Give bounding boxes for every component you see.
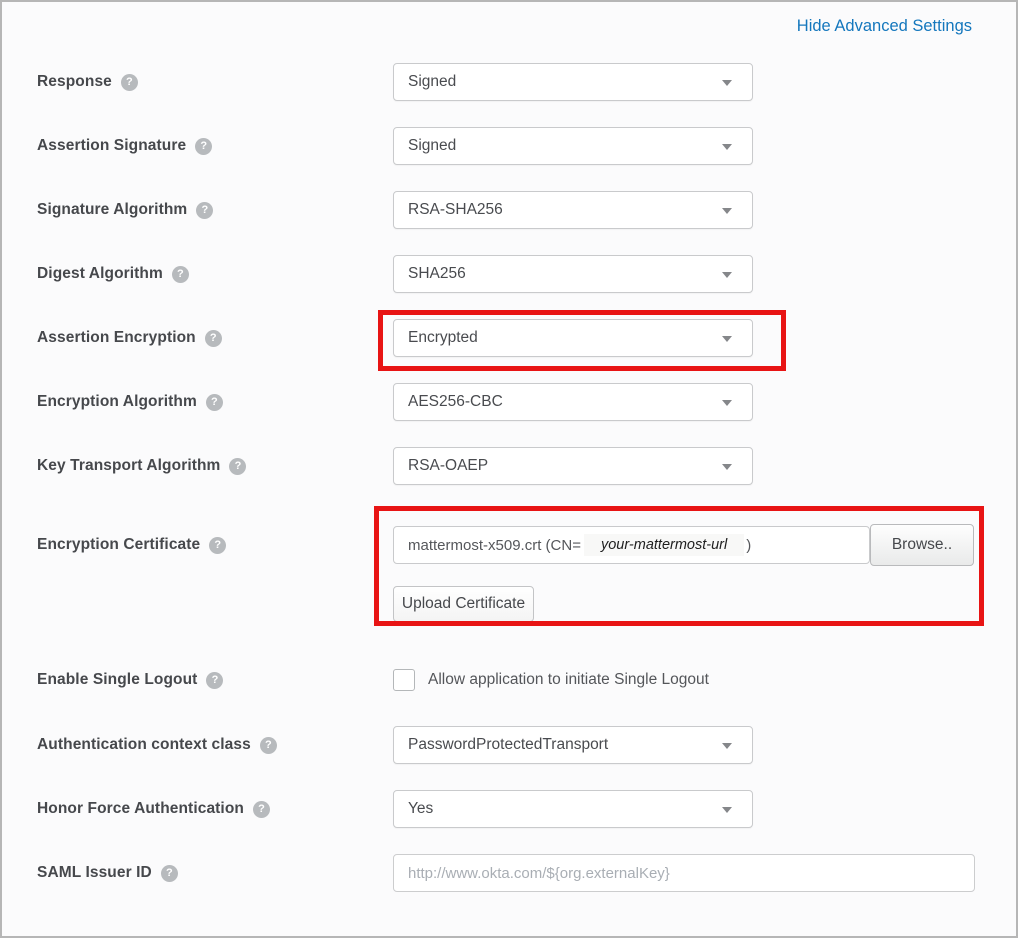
help-icon[interactable]: ? [205, 330, 222, 347]
chevron-down-icon [722, 272, 732, 278]
help-icon[interactable]: ? [229, 458, 246, 475]
help-icon[interactable]: ? [196, 202, 213, 219]
response-select[interactable] [393, 63, 753, 101]
help-icon[interactable]: ? [161, 865, 178, 882]
chevron-down-icon [722, 336, 732, 342]
authentication-context-class-label: Authentication context class [37, 736, 251, 753]
row-enable-single-logout [2, 666, 1016, 694]
encryption-certificate-label-group [2, 526, 393, 564]
row-key-transport-algorithm [2, 447, 1016, 485]
response-label-group [2, 63, 393, 101]
encryption-algorithm-label: Encryption Algorithm [37, 393, 197, 410]
authentication-context-class-select-value: PasswordProtectedTransport [408, 736, 609, 753]
hide-advanced-settings-link[interactable]: Hide Advanced Settings [796, 17, 972, 35]
encryption-certificate-label: Encryption Certificate [37, 536, 201, 553]
response-label: Response [37, 73, 112, 90]
single-logout-checkbox-label: Allow application to initiate Single Logout [428, 671, 709, 688]
signature-algorithm-label: Signature Algorithm [37, 201, 188, 218]
encryption-algorithm-select-value: AES256-CBC [408, 393, 503, 410]
key-transport-algorithm-label-group [2, 447, 393, 485]
assertion-encryption-label: Assertion Encryption [37, 329, 196, 346]
row-assertion-signature [2, 127, 1016, 165]
row-digest-algorithm [2, 255, 1016, 293]
help-icon[interactable]: ? [253, 801, 270, 818]
saml-issuer-id-input[interactable] [393, 854, 975, 892]
upload-certificate-button[interactable]: Upload Certificate [393, 586, 534, 622]
key-transport-algorithm-label: Key Transport Algorithm [37, 457, 221, 474]
encryption-algorithm-select[interactable] [393, 383, 753, 421]
enable-single-logout-label: Enable Single Logout [37, 671, 198, 688]
certificate-redacted-url: your-mattermost-url [584, 534, 744, 556]
authentication-context-class-select[interactable] [393, 726, 753, 764]
chevron-down-icon [722, 807, 732, 813]
encryption-algorithm-label-group [2, 383, 393, 421]
row-saml-issuer-id [2, 854, 1016, 892]
help-icon[interactable]: ? [260, 737, 277, 754]
assertion-signature-label: Assertion Signature [37, 137, 187, 154]
row-assertion-encryption [2, 319, 1016, 357]
saml-issuer-id-label: SAML Issuer ID [37, 864, 152, 881]
honor-force-authentication-select[interactable] [393, 790, 753, 828]
assertion-signature-select[interactable] [393, 127, 753, 165]
digest-algorithm-select[interactable] [393, 255, 753, 293]
honor-force-authentication-label-group [2, 790, 393, 828]
signature-algorithm-select[interactable] [393, 191, 753, 229]
help-icon[interactable]: ? [172, 266, 189, 283]
row-response [2, 63, 1016, 101]
chevron-down-icon [722, 464, 732, 470]
help-icon[interactable]: ? [206, 672, 223, 689]
help-icon[interactable]: ? [121, 74, 138, 91]
digest-algorithm-select-value: SHA256 [408, 265, 466, 282]
single-logout-checkbox[interactable] [393, 669, 415, 691]
assertion-encryption-select-value: Encrypted [408, 329, 478, 346]
assertion-encryption-label-group [2, 319, 393, 357]
certificate-filename-suffix: ) [746, 536, 752, 554]
chevron-down-icon [722, 144, 732, 150]
row-honor-force-authentication [2, 790, 1016, 828]
honor-force-authentication-label: Honor Force Authentication [37, 800, 244, 817]
authentication-context-class-label-group [2, 726, 393, 764]
certificate-file-line [393, 526, 974, 566]
row-encryption-certificate [2, 526, 1016, 622]
certificate-filename-field[interactable] [393, 526, 870, 564]
key-transport-algorithm-select-value: RSA-OAEP [408, 457, 489, 474]
help-icon[interactable]: ? [206, 394, 223, 411]
key-transport-algorithm-select[interactable] [393, 447, 753, 485]
digest-algorithm-label-group [2, 255, 393, 293]
help-icon[interactable]: ? [195, 138, 212, 155]
row-signature-algorithm [2, 191, 1016, 229]
certificate-filename-prefix: mattermost-x509.crt (CN= [408, 536, 581, 554]
saml-issuer-id-label-group [2, 854, 393, 892]
chevron-down-icon [722, 743, 732, 749]
assertion-encryption-select[interactable] [393, 319, 753, 357]
chevron-down-icon [722, 400, 732, 406]
browse-button[interactable]: Browse.. [870, 524, 974, 566]
chevron-down-icon [722, 80, 732, 86]
encryption-certificate-controls [393, 526, 974, 622]
assertion-signature-select-value: Signed [408, 137, 457, 154]
row-encryption-algorithm [2, 383, 1016, 421]
enable-single-logout-label-group [2, 666, 393, 694]
response-select-value: Signed [408, 73, 457, 90]
signature-algorithm-label-group [2, 191, 393, 229]
row-authentication-context-class [2, 726, 1016, 764]
honor-force-authentication-select-value: Yes [408, 800, 434, 817]
assertion-signature-label-group [2, 127, 393, 165]
help-icon[interactable]: ? [209, 537, 226, 554]
signature-algorithm-select-value: RSA-SHA256 [408, 201, 503, 218]
digest-algorithm-label: Digest Algorithm [37, 265, 163, 282]
chevron-down-icon [722, 208, 732, 214]
